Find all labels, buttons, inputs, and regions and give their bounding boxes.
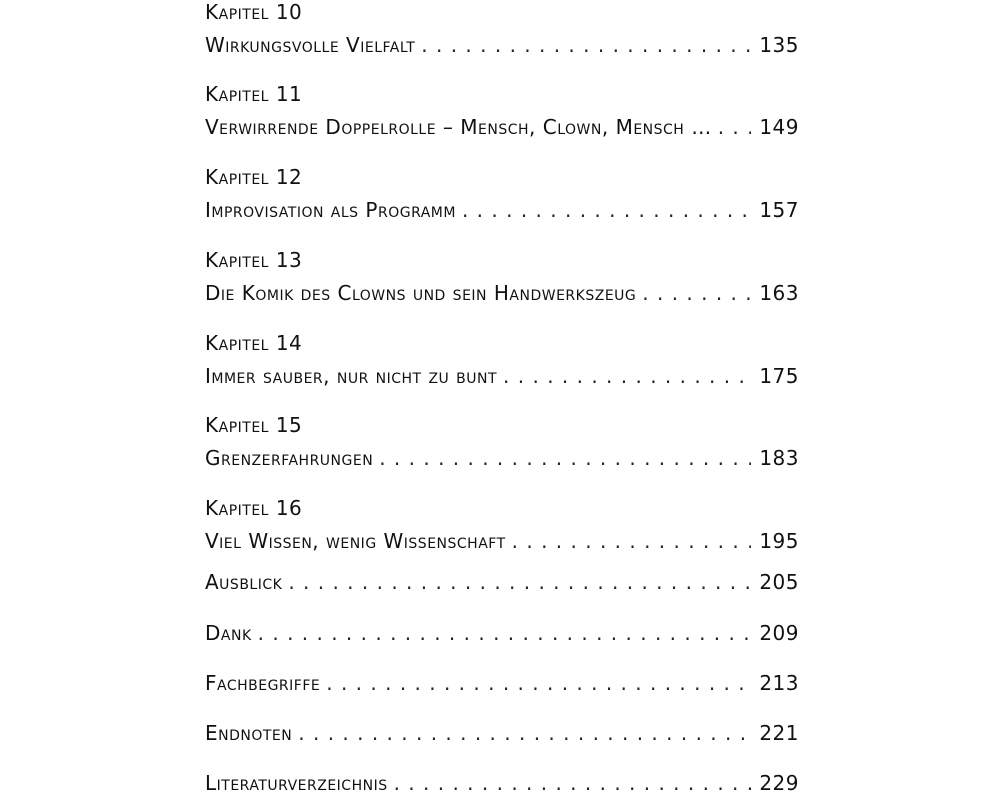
chapter-label: Kapitel 15 bbox=[205, 413, 303, 437]
entry-title: Verwirrende Doppelrolle – Mensch, Clown, Mensch … bbox=[205, 115, 712, 139]
dot-leader bbox=[642, 281, 751, 305]
toc-entry bbox=[205, 364, 799, 388]
dot-leader bbox=[503, 364, 751, 388]
dot-leader bbox=[394, 771, 752, 795]
dot-leader bbox=[718, 115, 752, 139]
page-number: 175 bbox=[759, 364, 799, 388]
entry-title: Literaturverzeichnis bbox=[205, 771, 388, 795]
entry-title: Endnoten bbox=[205, 721, 293, 745]
toc-entry bbox=[205, 570, 799, 594]
page-number: 221 bbox=[759, 721, 799, 745]
toc-chapter-11 bbox=[205, 82, 799, 139]
toc-back-literaturverzeichnis bbox=[205, 771, 799, 795]
dot-leader bbox=[288, 570, 751, 594]
page-number: 157 bbox=[759, 198, 799, 222]
page-number: 209 bbox=[759, 621, 799, 645]
dot-leader bbox=[379, 446, 751, 470]
dot-leader bbox=[298, 721, 751, 745]
page-number: 195 bbox=[759, 529, 799, 553]
toc-back-endnoten bbox=[205, 721, 799, 745]
toc-chapter-13 bbox=[205, 248, 799, 305]
toc-chapter-16 bbox=[205, 496, 799, 553]
chapter-label: Kapitel 14 bbox=[205, 331, 303, 355]
toc-chapter-12 bbox=[205, 165, 799, 222]
page-number: 149 bbox=[759, 115, 799, 139]
toc-entry bbox=[205, 529, 799, 553]
dot-leader bbox=[258, 621, 752, 645]
entry-title: Dank bbox=[205, 621, 252, 645]
dot-leader bbox=[512, 529, 752, 553]
chapter-label: Kapitel 11 bbox=[205, 82, 303, 106]
toc-back-fachbegriffe bbox=[205, 671, 799, 695]
chapter-label: Kapitel 10 bbox=[205, 0, 303, 24]
page-number: 229 bbox=[759, 771, 799, 795]
page-number: 205 bbox=[759, 570, 799, 594]
toc-back-ausblick bbox=[205, 570, 799, 594]
entry-title: Viel Wissen, wenig Wissenschaft bbox=[205, 529, 506, 553]
entry-title: Fachbegriffe bbox=[205, 671, 321, 695]
dot-leader bbox=[326, 671, 751, 695]
entry-title: Improvisation als Programm bbox=[205, 198, 456, 222]
toc-entry bbox=[205, 621, 799, 645]
chapter-label: Kapitel 13 bbox=[205, 248, 303, 272]
toc-chapter-14 bbox=[205, 331, 799, 388]
page-number: 183 bbox=[759, 446, 799, 470]
toc-entry bbox=[205, 771, 799, 795]
page-number: 135 bbox=[759, 33, 799, 57]
toc-chapter-15 bbox=[205, 413, 799, 470]
dot-leader bbox=[462, 198, 751, 222]
toc-entry bbox=[205, 671, 799, 695]
page-number: 163 bbox=[759, 281, 799, 305]
dot-leader bbox=[421, 33, 751, 57]
toc-entry bbox=[205, 446, 799, 470]
toc-back-dank bbox=[205, 621, 799, 645]
toc-entry bbox=[205, 198, 799, 222]
page-number: 213 bbox=[759, 671, 799, 695]
entry-title: Grenzerfahrungen bbox=[205, 446, 374, 470]
entry-title: Wirkungsvolle Vielfalt bbox=[205, 33, 416, 57]
chapter-label: Kapitel 12 bbox=[205, 165, 303, 189]
toc-entry bbox=[205, 115, 799, 139]
toc-entry bbox=[205, 33, 799, 57]
entry-title: Die Komik des Clowns und sein Handwerkszeug bbox=[205, 281, 637, 305]
entry-title: Ausblick bbox=[205, 570, 283, 594]
entry-title: Immer sauber, nur nicht zu bunt bbox=[205, 364, 498, 388]
toc-entry bbox=[205, 721, 799, 745]
toc-chapter-10 bbox=[205, 0, 799, 57]
toc-entry bbox=[205, 281, 799, 305]
chapter-label: Kapitel 16 bbox=[205, 496, 303, 520]
